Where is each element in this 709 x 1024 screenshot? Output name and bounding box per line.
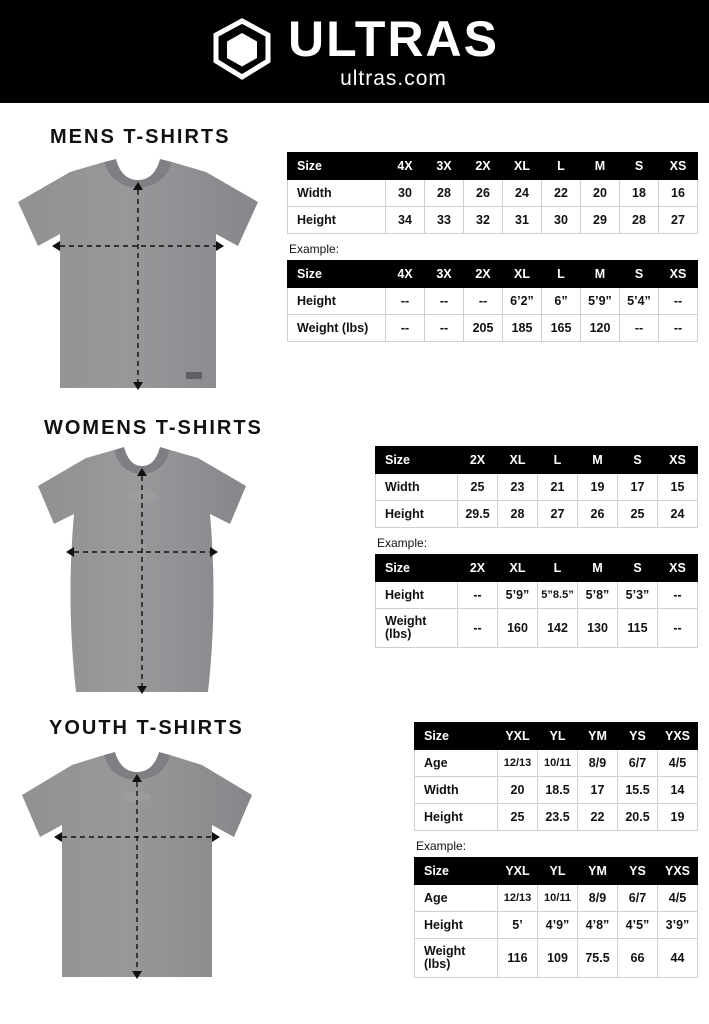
cell: 15	[658, 474, 698, 501]
column-header: S	[618, 555, 658, 582]
column-header: YS	[618, 723, 658, 750]
cell: 8/9	[578, 885, 618, 912]
column-header: M	[578, 447, 618, 474]
womens-example-table	[375, 554, 698, 648]
cell: --	[425, 288, 464, 315]
mens-example-table	[287, 260, 698, 342]
row-label: Height	[376, 582, 458, 609]
youth-example-label: Example:	[416, 839, 467, 853]
cell: 22	[542, 180, 581, 207]
row-label: Height	[376, 501, 458, 528]
column-header: M	[578, 555, 618, 582]
cell: 28	[620, 207, 659, 234]
row-label: Height	[415, 912, 498, 939]
column-header: 3X	[425, 153, 464, 180]
table-row	[288, 180, 698, 207]
cell: 10/11	[538, 750, 578, 777]
brand-name: ULTRAS	[287, 10, 500, 67]
page-title-womens: WOMENS T-SHIRTS	[44, 417, 263, 439]
column-header: Size	[376, 447, 458, 474]
cell: 4’8”	[578, 912, 618, 939]
cell: 5’9”	[581, 288, 620, 315]
column-header: YM	[578, 858, 618, 885]
row-label: Width	[415, 777, 498, 804]
cell: 19	[658, 804, 698, 831]
column-header: 4X	[386, 261, 425, 288]
column-header: YXL	[498, 723, 538, 750]
brand-text	[287, 10, 500, 91]
cell: 130	[578, 609, 618, 648]
cell: 5’8”	[578, 582, 618, 609]
cell: 20	[498, 777, 538, 804]
row-label: Height	[415, 804, 498, 831]
cell: --	[458, 609, 498, 648]
cell: 34	[386, 207, 425, 234]
table-row	[415, 912, 698, 939]
column-header: 3X	[425, 261, 464, 288]
cell: 120	[581, 315, 620, 342]
row-label: Width	[288, 180, 386, 207]
mens-tshirt-illustration	[8, 150, 268, 400]
column-header: M	[581, 261, 620, 288]
youth-size-table	[414, 722, 698, 831]
column-header: YXL	[498, 858, 538, 885]
column-header: YS	[618, 858, 658, 885]
table-row	[376, 501, 698, 528]
cell: 5’	[498, 912, 538, 939]
table-header-row	[415, 858, 698, 885]
cell: --	[425, 315, 464, 342]
cell: 30	[386, 180, 425, 207]
cell: 17	[618, 474, 658, 501]
cell: 19	[578, 474, 618, 501]
table-row	[415, 885, 698, 912]
column-header: XL	[503, 261, 542, 288]
cell: 23	[498, 474, 538, 501]
cell: 21	[538, 474, 578, 501]
cell: 26	[464, 180, 503, 207]
cell: 5’4”	[620, 288, 659, 315]
cell: 26	[578, 501, 618, 528]
womens-example-label: Example:	[377, 536, 428, 550]
cell: 44	[658, 939, 698, 978]
cell: --	[386, 288, 425, 315]
column-header: Size	[288, 153, 386, 180]
cell: --	[464, 288, 503, 315]
column-header: 2X	[464, 261, 503, 288]
cell: 160	[498, 609, 538, 648]
cell: 31	[503, 207, 542, 234]
column-header: S	[618, 447, 658, 474]
cell: 66	[618, 939, 658, 978]
table-row	[415, 804, 698, 831]
column-header: 2X	[464, 153, 503, 180]
cell: --	[658, 582, 698, 609]
column-header: Size	[288, 261, 386, 288]
column-header: Size	[415, 723, 498, 750]
column-header: YXS	[658, 723, 698, 750]
cell: 15.5	[618, 777, 658, 804]
page-title-youth: YOUTH T-SHIRTS	[49, 717, 244, 739]
row-label: Weight (lbs)	[376, 609, 458, 648]
brand-url: ultras.com	[340, 66, 447, 90]
cell: 5’3”	[618, 582, 658, 609]
page-title-mens: MENS T-SHIRTS	[50, 126, 231, 148]
table-row	[288, 288, 698, 315]
column-header: L	[542, 261, 581, 288]
column-header: L	[538, 447, 578, 474]
cell: 18.5	[538, 777, 578, 804]
cell: --	[658, 609, 698, 648]
cell: 4’9”	[538, 912, 578, 939]
cell: 5”8.5”	[538, 582, 578, 609]
cell: 6/7	[618, 750, 658, 777]
cell: 10/11	[538, 885, 578, 912]
cell: 6’2”	[503, 288, 542, 315]
row-label: Height	[288, 207, 386, 234]
cell: 109	[538, 939, 578, 978]
column-header: Size	[376, 555, 458, 582]
column-header: 4X	[386, 153, 425, 180]
table-header-row	[288, 261, 698, 288]
cell: 75.5	[578, 939, 618, 978]
column-header: XS	[659, 153, 698, 180]
column-header: 2X	[458, 447, 498, 474]
pentagon-shield-logo-icon	[210, 17, 274, 86]
womens-size-table	[375, 446, 698, 528]
column-header: YL	[538, 723, 578, 750]
cell: 25	[618, 501, 658, 528]
cell: 4’5”	[618, 912, 658, 939]
cell: --	[386, 315, 425, 342]
cell: 22	[578, 804, 618, 831]
youth-tshirt-illustration	[12, 745, 262, 990]
cell: 18	[620, 180, 659, 207]
womens-tables	[375, 446, 697, 648]
mens-size-table	[287, 152, 698, 234]
table-row	[288, 207, 698, 234]
cell: --	[659, 288, 698, 315]
column-header: M	[581, 153, 620, 180]
womens-tshirt-illustration	[30, 440, 254, 706]
cell: 4/5	[658, 885, 698, 912]
table-row	[415, 939, 698, 978]
table-header-row	[376, 555, 698, 582]
brand-lockup	[210, 10, 500, 91]
column-header: XL	[503, 153, 542, 180]
column-header: L	[542, 153, 581, 180]
cell: 17	[578, 777, 618, 804]
cell: 29	[581, 207, 620, 234]
cell: 16	[659, 180, 698, 207]
row-label: Age	[415, 750, 498, 777]
cell: --	[458, 582, 498, 609]
column-header: Size	[415, 858, 498, 885]
column-header: 2X	[458, 555, 498, 582]
table-row	[288, 315, 698, 342]
cell: 24	[658, 501, 698, 528]
row-label: Height	[288, 288, 386, 315]
table-header-row	[415, 723, 698, 750]
cell: 27	[538, 501, 578, 528]
table-row	[415, 777, 698, 804]
cell: 24	[503, 180, 542, 207]
column-header: XL	[498, 447, 538, 474]
cell: 116	[498, 939, 538, 978]
page-header	[0, 0, 709, 103]
cell: 28	[498, 501, 538, 528]
cell: 6/7	[618, 885, 658, 912]
column-header: YM	[578, 723, 618, 750]
cell: 30	[542, 207, 581, 234]
cell: 3’9”	[658, 912, 698, 939]
mens-tables	[287, 152, 697, 342]
cell: 29.5	[458, 501, 498, 528]
cell: 12/13	[498, 885, 538, 912]
row-label: Age	[415, 885, 498, 912]
cell: 5’9”	[498, 582, 538, 609]
column-header: YL	[538, 858, 578, 885]
cell: 165	[542, 315, 581, 342]
cell: 4/5	[658, 750, 698, 777]
column-header: XS	[658, 555, 698, 582]
cell: 6”	[542, 288, 581, 315]
cell: 12/13	[498, 750, 538, 777]
mens-example-label: Example:	[289, 242, 340, 256]
cell: 32	[464, 207, 503, 234]
column-header: XS	[658, 447, 698, 474]
table-row	[376, 609, 698, 648]
cell: 142	[538, 609, 578, 648]
column-header: S	[620, 153, 659, 180]
youth-example-table	[414, 857, 698, 978]
row-label: Weight (lbs)	[415, 939, 498, 978]
column-header: XS	[659, 261, 698, 288]
cell: 185	[503, 315, 542, 342]
table-row	[376, 474, 698, 501]
column-header: L	[538, 555, 578, 582]
cell: 27	[659, 207, 698, 234]
table-row	[376, 582, 698, 609]
column-header: S	[620, 261, 659, 288]
row-label: Weight (lbs)	[288, 315, 386, 342]
cell: 25	[498, 804, 538, 831]
row-label: Width	[376, 474, 458, 501]
column-header: YXS	[658, 858, 698, 885]
cell: --	[620, 315, 659, 342]
table-header-row	[288, 153, 698, 180]
cell: 23.5	[538, 804, 578, 831]
cell: 20	[581, 180, 620, 207]
youth-tables	[414, 722, 697, 978]
cell: 33	[425, 207, 464, 234]
cell: 115	[618, 609, 658, 648]
table-row	[415, 750, 698, 777]
cell: --	[659, 315, 698, 342]
cell: 205	[464, 315, 503, 342]
cell: 14	[658, 777, 698, 804]
cell: 25	[458, 474, 498, 501]
cell: 8/9	[578, 750, 618, 777]
table-header-row	[376, 447, 698, 474]
cell: 28	[425, 180, 464, 207]
cell: 20.5	[618, 804, 658, 831]
column-header: XL	[498, 555, 538, 582]
